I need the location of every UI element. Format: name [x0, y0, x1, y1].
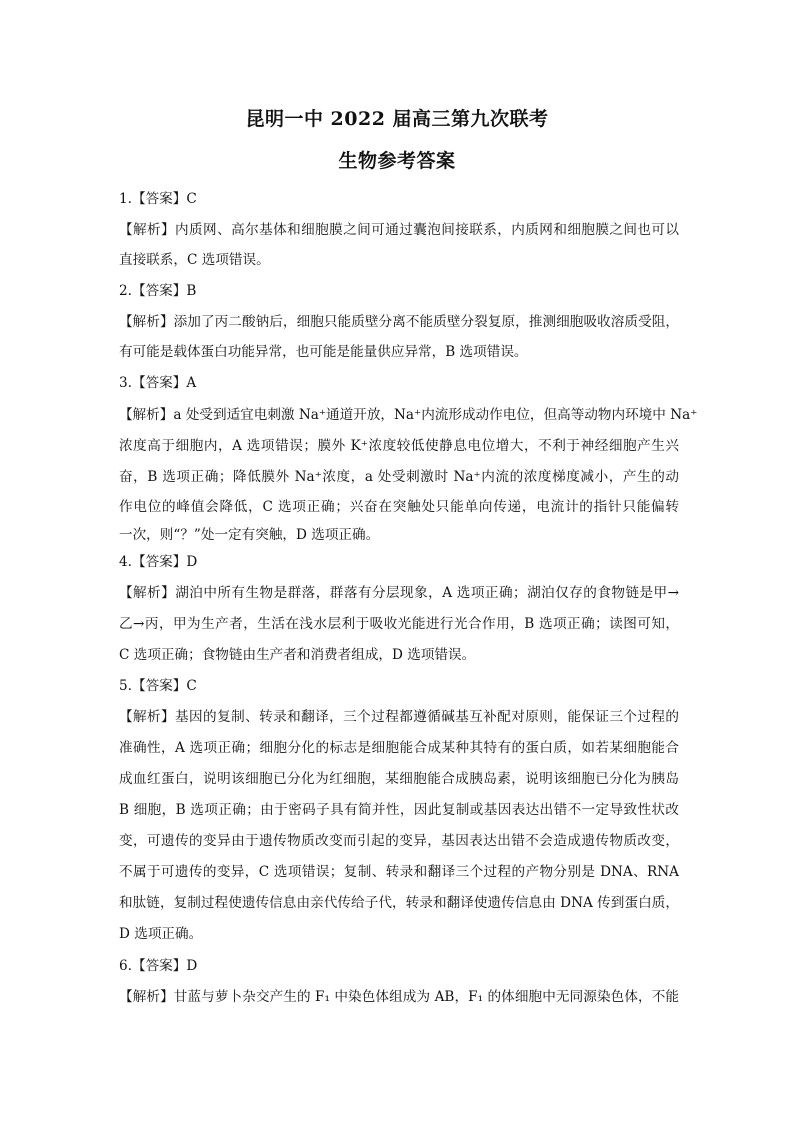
analysis-line: B 细胞，B 选项正确；由于密码子具有简并性，因此复制或基因表达出错不一定导致性状改: [119, 802, 679, 818]
analysis-line: 不属于可遗传的变异，C 选项错误；复制、转录和翻译三个过程的产物分别是 DNA、RNA: [119, 864, 679, 880]
analysis-line: 作电位的峰值会降低，C 选项正确；兴奋在突触处只能单向传递，电流计的指针只能偏转: [119, 499, 679, 515]
analysis-line: 奋，B 选项正确；降低膜外 Na⁺浓度，a 处受刺激时 Na⁺内流的浓度梯度减小，产生的动: [119, 469, 679, 485]
analysis-line: 准确性，A 选项正确；细胞分化的标志是细胞能合成某种其特有的蛋白质，如若某细胞能合: [119, 740, 679, 756]
analysis-line: 和肽链，复制过程使遗传信息由亲代传给子代，转录和翻译使遗传信息由 DNA 传到蛋白质，: [119, 895, 679, 911]
answer-heading-5: 5.【答案】C: [119, 678, 197, 694]
analysis-line: 【解析】内质网、高尔基体和细胞膜之间可通过囊泡间接联系，内质网和细胞膜之间也可以: [119, 222, 679, 238]
analysis-line: 【解析】基因的复制、转录和翻译，三个过程都遵循碱基互补配对原则，能保证三个过程的: [119, 709, 679, 725]
analysis-line: C 选项正确；食物链由生产者和消费者组成，D 选项错误。: [119, 647, 476, 663]
answer-heading-6: 6.【答案】D: [119, 958, 198, 974]
analysis-line: 【解析】a 处受到适宜电刺激 Na⁺通道开放，Na⁺内流形成动作电位，但高等动物内环境中 Na⁺: [119, 407, 698, 423]
analysis-line: 【解析】甘蓝与萝卜杂交产生的 F₁ 中染色体组成为 AB，F₁ 的体细胞中无同源染色体，不能: [119, 989, 679, 1005]
analysis-line: 直接联系，C 选项错误。: [119, 252, 270, 268]
analysis-line: 成血红蛋白，说明该细胞已分化为红细胞，某细胞能合成胰岛素，说明该细胞已分化为胰岛: [119, 771, 679, 787]
analysis-line: 一次，则“？”处一定有突触，D 选项正确。: [119, 527, 380, 543]
answer-heading-3: 3.【答案】A: [119, 375, 197, 391]
analysis-line: 乙→丙，甲为生产者，生活在浅水层利于吸收光能进行光合作用，B 选项正确；读图可知，: [119, 616, 679, 632]
answer-heading-4: 4.【答案】D: [119, 554, 198, 570]
document-subtitle: 生物参考答案: [338, 150, 456, 172]
analysis-line: D 选项正确。: [119, 926, 203, 942]
analysis-line: 浓度高于细胞内，A 选项错误；膜外 K⁺浓度较低使静息电位增大，不利于神经细胞产生兴: [119, 438, 679, 454]
document-title: 昆明一中 2022 届高三第九次联考: [245, 108, 549, 130]
analysis-line: 【解析】湖泊中所有生物是群落，群落有分层现象，A 选项正确；湖泊仅存的食物链是甲→: [119, 585, 679, 601]
analysis-line: 【解析】添加了丙二酸钠后，细胞只能质壁分离不能质壁分裂复原，推测细胞吸收溶质受阻，: [119, 314, 679, 330]
answer-heading-1: 1.【答案】C: [119, 191, 197, 207]
answer-heading-2: 2.【答案】B: [119, 283, 197, 299]
analysis-line: 有可能是载体蛋白功能异常，也可能是能量供应异常，B 选项错误。: [119, 344, 528, 360]
analysis-line: 变，可遗传的变异由于遗传物质改变而引起的变异，基因表达出错不会造成遗传物质改变，: [119, 833, 679, 849]
